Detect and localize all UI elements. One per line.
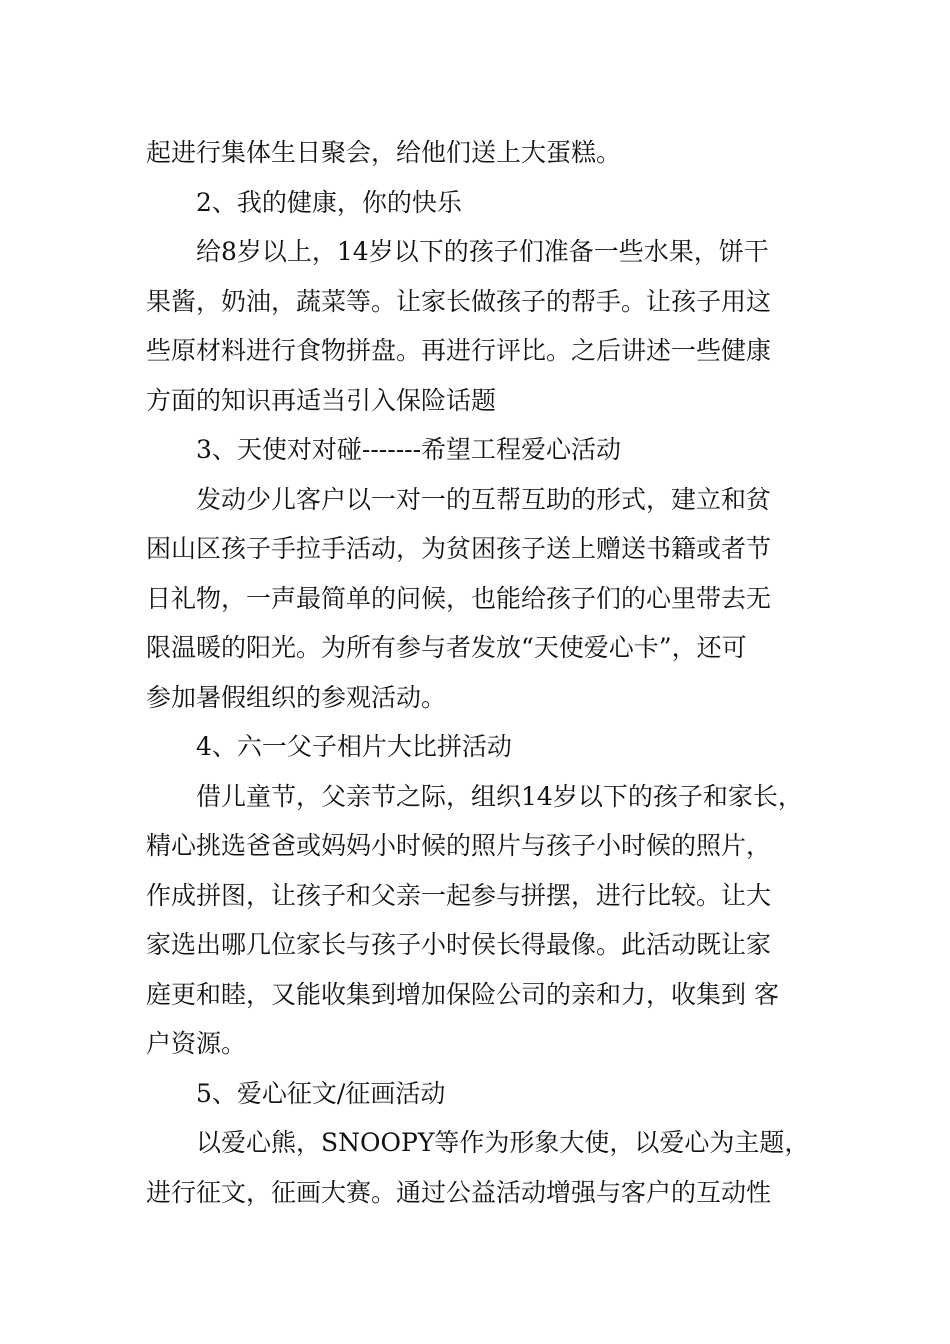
text-line: 方面的知识再适当引入保险话题 xyxy=(146,385,497,415)
text-line: 日礼物，一声最简单的问候，也能给孩子们的心里带去无 xyxy=(146,583,772,613)
text-line: 户资源。 xyxy=(146,1029,247,1058)
text-line: 果酱，奶油，蔬菜等。让家长做孩子的帮手。让孩子用这 xyxy=(146,286,772,316)
section-heading: 5、爱心征文/征画活动 xyxy=(196,1078,446,1108)
text-line: 作成拼图，让孩子和父亲一起参与拼摆，进行比较。让大 xyxy=(146,880,772,910)
text-line: 家选出哪几位家长与孩子小时侯长得最像。此活动既让家 xyxy=(146,930,772,959)
text-line: 进行征文，征画大赛。通过公益活动增强与客户的互动性 xyxy=(146,1177,772,1207)
text-line: 起进行集体生日聚会，给他们送上大蛋糕。 xyxy=(146,138,622,167)
section-heading: 2、我的健康，你的快乐 xyxy=(196,187,462,217)
text-line: 些原材料进行食物拼盘。再进行评比。之后讲述一些健康 xyxy=(146,336,772,365)
text-line: 发动少儿客户以一对一的互帮互助的形式，建立和贫 xyxy=(196,484,772,514)
text-line: 庭更和睦，又能收集到增加保险公司的亲和力，收集到 客 xyxy=(146,979,779,1009)
text-line: 以爱心熊，SNOOPY等作为形象大使，以爱心为主题， xyxy=(196,1128,810,1157)
document-body xyxy=(146,128,816,1217)
text-line: 参加暑假组织的参观活动。 xyxy=(146,682,447,712)
text-line: 精心挑选爸爸或妈妈小时候的照片与孩子小时候的照片， xyxy=(146,831,772,860)
text-line: 限温暖的阳光。为所有参与者发放“天使爱心卡”，还可 xyxy=(146,633,747,662)
text-line: 借儿童节，父亲节之际，组织14岁以下的孩子和家长， xyxy=(196,781,803,811)
text-line: 给8岁以上，14岁以下的孩子们准备一些水果，饼干 xyxy=(196,237,769,266)
text-line: 困山区孩子手拉手活动，为贫困孩子送上赠送书籍或者节 xyxy=(146,534,772,563)
section-heading: 4、六一父子相片大比拼活动 xyxy=(196,732,512,761)
section-heading: 3、天使对对碰-------希望工程爱心活动 xyxy=(196,435,622,464)
